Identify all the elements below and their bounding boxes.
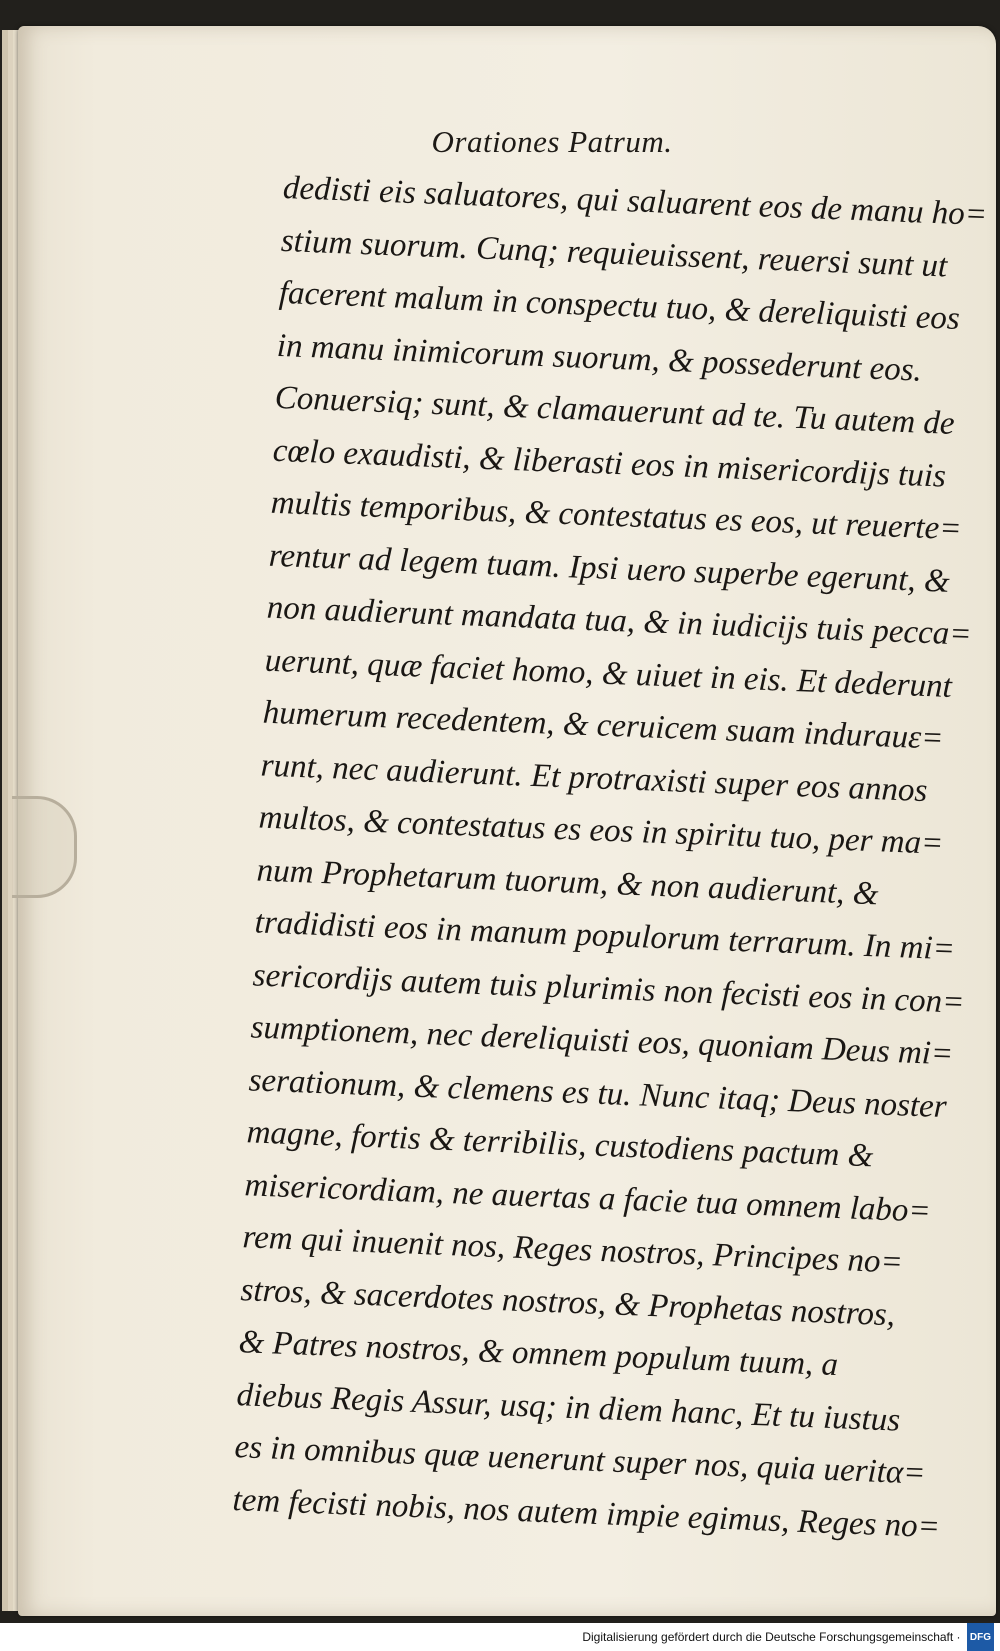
text-line: multis temporibus, & contestatus es eos, ut reuerte=: [270, 484, 963, 548]
text-line: rem qui inuenit nos, Reges nostros, Principes no=: [242, 1219, 904, 1281]
text-line: stium suorum. Cunq; requieuissent, reuersi sunt ut: [280, 222, 948, 285]
text-line: misericordiam, ne auertas a facie tua omnem labo=: [244, 1166, 932, 1230]
text-line: uerunt, quæ faciet homo, & uiuet in eis. Et dederunt: [264, 642, 953, 705]
text-line: magne, fortis & terribilis, custodiens pactum &: [246, 1114, 874, 1175]
dfg-logo: DFG: [967, 1623, 994, 1651]
text-line: runt, nec audierunt. Et protraxisti super eos annos: [260, 747, 929, 809]
text-line: stros, & sacerdotes nostros, & Prophetas nostros,: [239, 1271, 896, 1333]
text-line: tem fecisti nobis, nos autem impie egimus, Reges no=: [231, 1481, 941, 1545]
text-line: tradidisti eos in manum populorum terrarum. In mi=: [254, 904, 956, 968]
text-line: non audierunt mandata tua, & in iudicijs tuis pecca=: [266, 589, 973, 653]
text-line: sericordijs autem tuis plurimis non fecisti eos in con=: [252, 956, 966, 1021]
footer-bar: [0, 1623, 1000, 1651]
funding-credit: Digitalisierung gefördert durch die Deutsche Forschungsgemeinschaft · DFG: [582, 1630, 1000, 1644]
text-line: in manu inimicorum suorum, & possederunt eos.: [276, 327, 923, 389]
running-head: Orationes Patrum.: [431, 124, 673, 159]
text-line: sumptionem, nec dereliquisti eos, quoniam Deus mi=: [250, 1009, 954, 1073]
text-line: facerent malum in conspectu tuo, & dereliquisti eos: [278, 274, 961, 338]
text-line: dedisti eis saluatores, qui saluarent eos de manu ho=: [282, 169, 988, 234]
text-line: rentur ad legem tuam. Ipsi uero superbe egerunt, &: [268, 537, 951, 600]
text-line: humerum recedentem, & ceruicem suam indurauε=: [262, 694, 945, 757]
text-line: Conuersiq; sunt, & clamauerunt ad te. Tu autem de: [274, 379, 956, 442]
body-text: [231, 162, 988, 1553]
text-line: & Patres nostros, & omnem populum tuum, a: [237, 1324, 839, 1384]
text-line: num Prophetarum tuorum, & non audierunt, &: [256, 851, 880, 912]
text-line: serationum, & clemens es tu. Nunc itaq; Deus noster: [248, 1061, 948, 1125]
funding-credit-text: Digitalisierung gefördert durch die Deutsche Forschungsgemeinschaft: [582, 1630, 954, 1644]
page-clip: [12, 796, 77, 898]
text-line: cœlo exaudisti, & liberasti eos in misericordijs tuis: [272, 432, 947, 495]
text-line: multos, & contestatus es eos in spiritu tuo, per ma=: [258, 799, 945, 862]
text-line: es in omnibus quæ uenerunt super nos, quia ueritα=: [233, 1429, 927, 1492]
text-line: diebus Regis Assur, usq; in diem hanc, Et tu iustus: [235, 1376, 901, 1439]
